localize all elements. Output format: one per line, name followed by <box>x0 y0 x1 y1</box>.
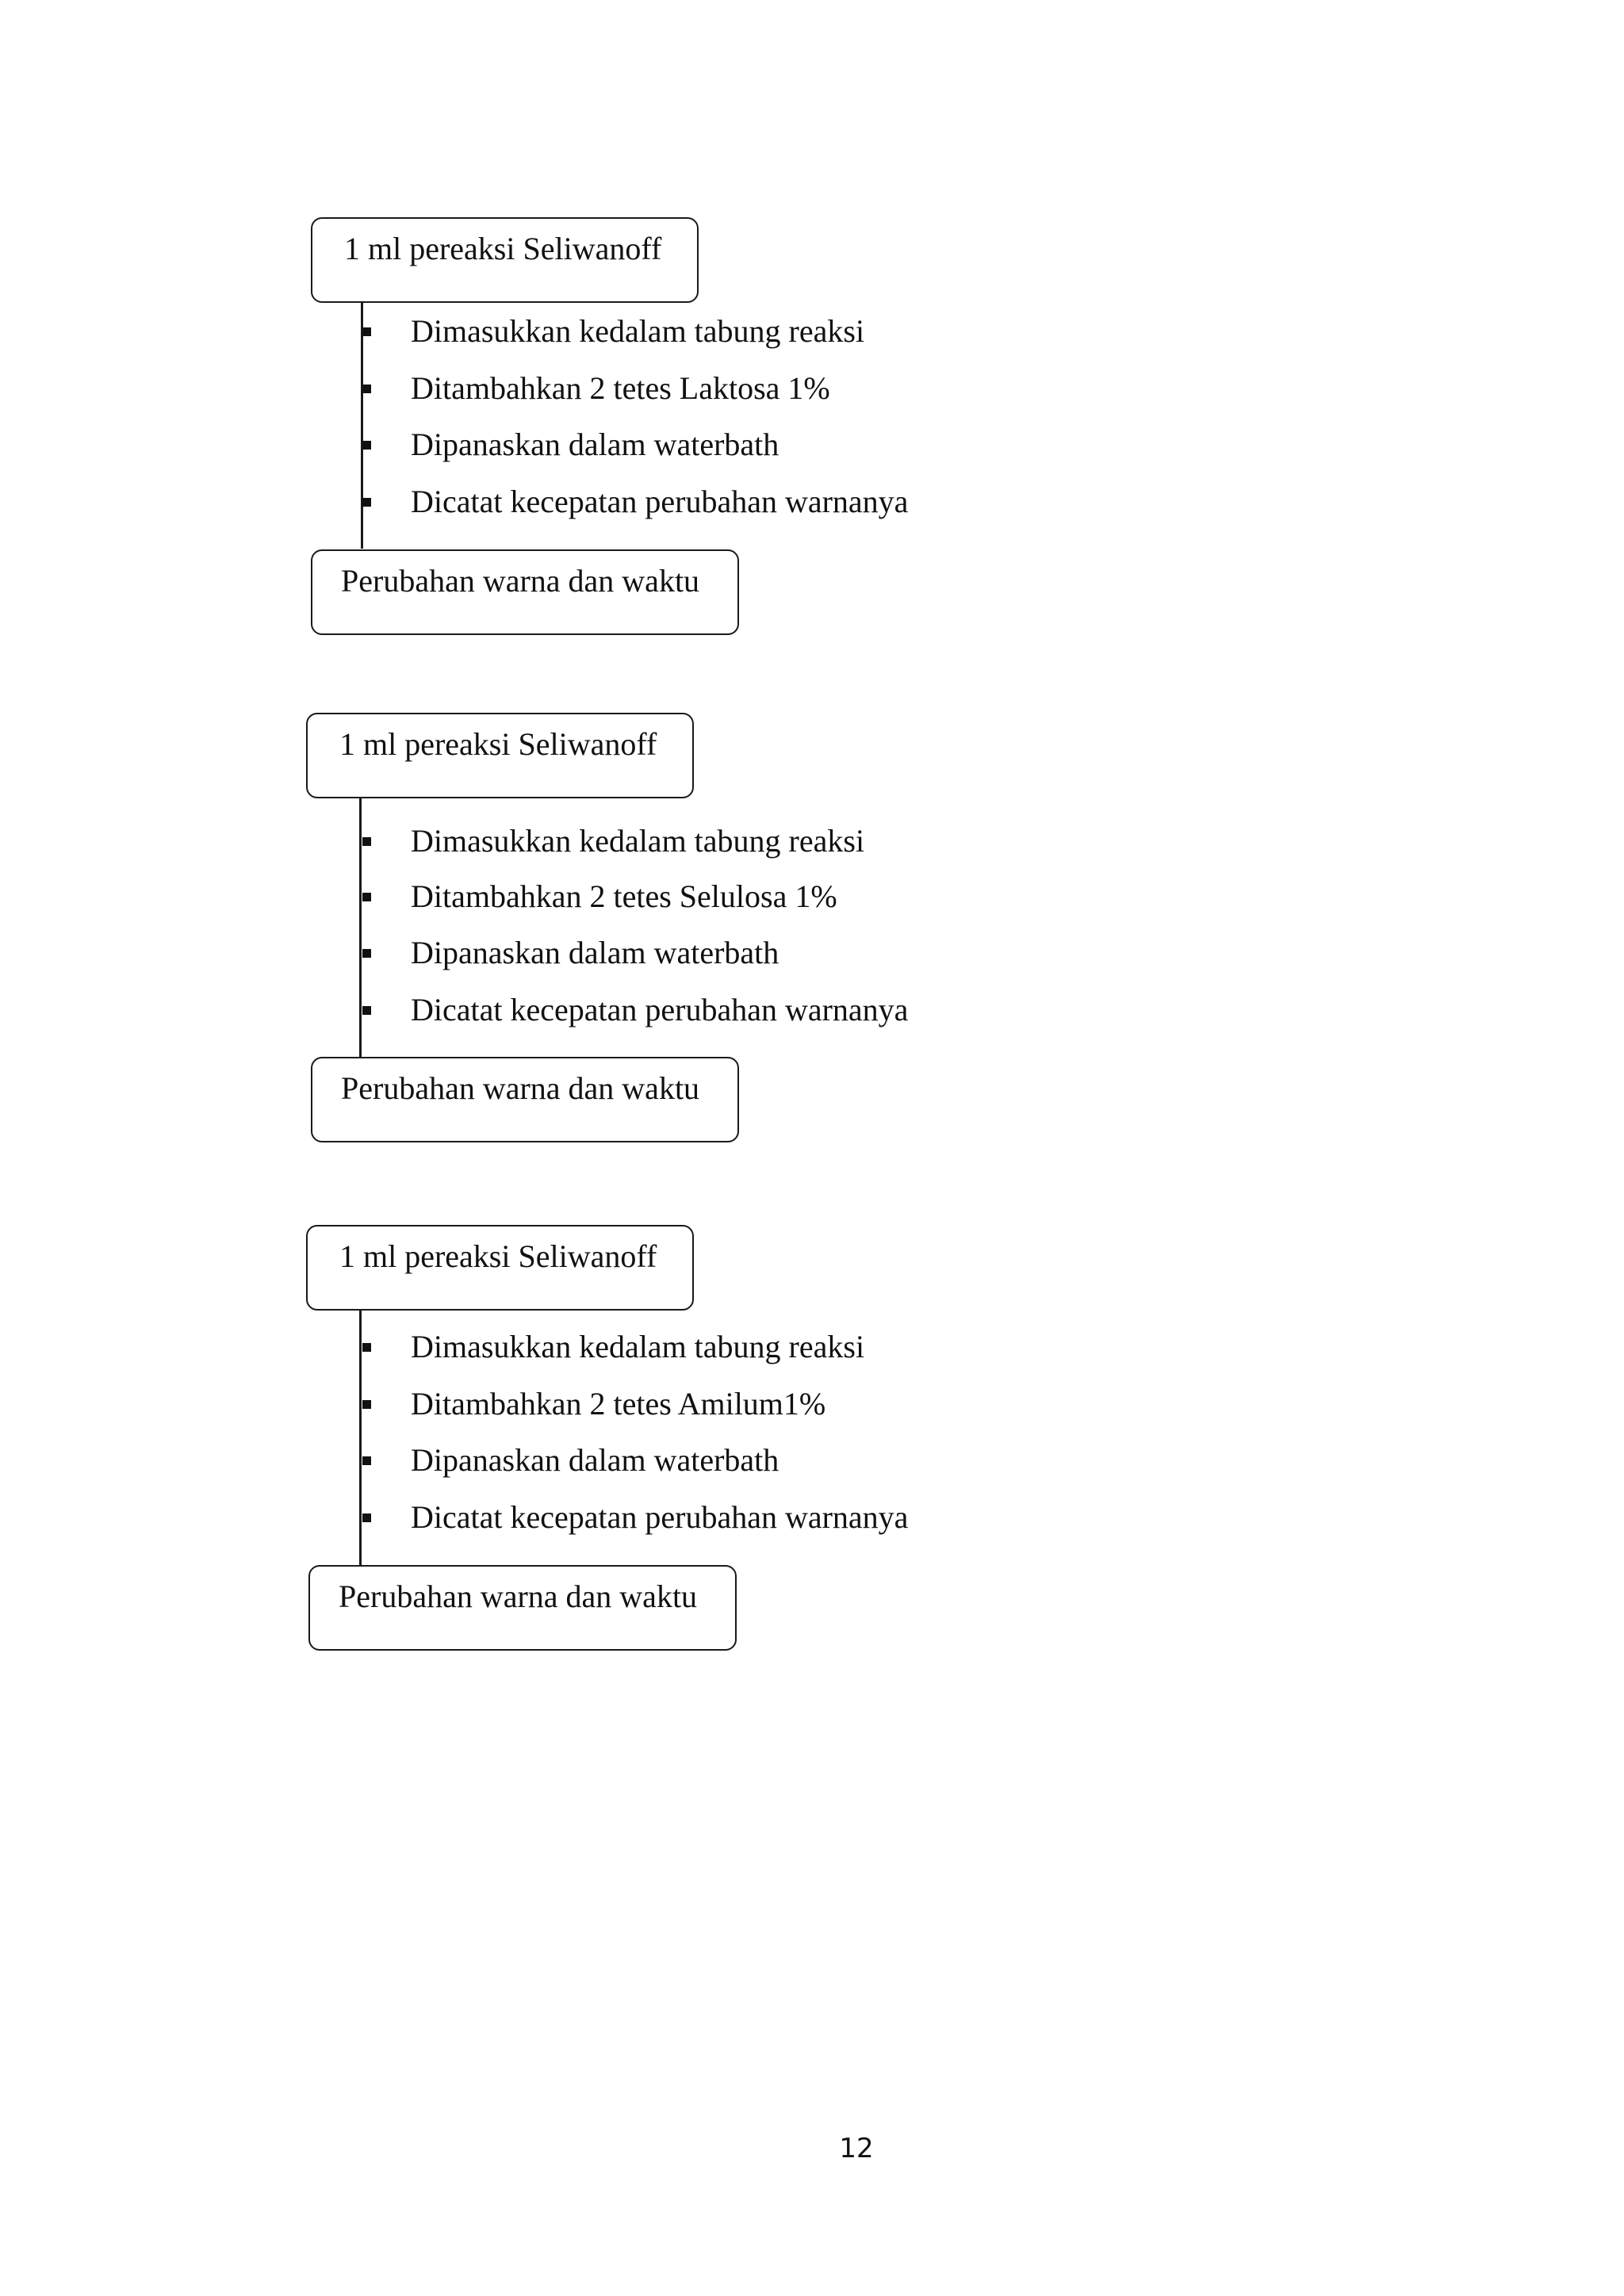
bullet-icon <box>362 441 371 450</box>
step-3: Dipanaskan dalam waterbath <box>411 1442 779 1478</box>
bullet-icon <box>362 1006 371 1015</box>
step-1: Dimasukkan kedalam tabung reaksi <box>411 1329 865 1364</box>
end-box <box>311 549 739 635</box>
step-2: Ditambahkan 2 tetes Laktosa 1% <box>411 370 830 406</box>
step-1: Dimasukkan kedalam tabung reaksi <box>411 313 865 349</box>
step-4: Dicatat kecepatan perubahan warnanya <box>411 484 909 519</box>
step-1: Dimasukkan kedalam tabung reaksi <box>411 823 865 859</box>
end-box-label: Perubahan warna dan waktu <box>339 1578 698 1614</box>
end-box-label: Perubahan warna dan waktu <box>341 563 700 599</box>
bullet-icon <box>362 1513 371 1522</box>
bullet-icon <box>362 327 371 336</box>
step-4: Dicatat kecepatan perubahan warnanya <box>411 1499 909 1535</box>
bullet-icon <box>362 1343 371 1352</box>
bullet-icon <box>362 1400 371 1409</box>
start-box <box>306 713 694 798</box>
bullet-icon <box>362 949 371 958</box>
end-box-label: Perubahan warna dan waktu <box>341 1070 700 1106</box>
end-box <box>308 1565 737 1651</box>
start-box-label: 1 ml pereaksi Seliwanoff <box>339 726 657 762</box>
step-3: Dipanaskan dalam waterbath <box>411 427 779 462</box>
step-3: Dipanaskan dalam waterbath <box>411 935 779 970</box>
flow-connector <box>359 1309 362 1567</box>
flow-connector <box>361 301 363 549</box>
flow-connector <box>359 797 362 1058</box>
bullet-icon <box>362 385 371 393</box>
bullet-icon <box>362 498 371 507</box>
bullet-icon <box>362 837 371 846</box>
start-box <box>311 217 699 303</box>
start-box-label: 1 ml pereaksi Seliwanoff <box>339 1238 657 1274</box>
step-4: Dicatat kecepatan perubahan warnanya <box>411 992 909 1027</box>
end-box <box>311 1057 739 1142</box>
start-box <box>306 1225 694 1311</box>
bullet-icon <box>362 893 371 901</box>
start-box-label: 1 ml pereaksi Seliwanoff <box>344 231 662 266</box>
bullet-icon <box>362 1456 371 1465</box>
step-2: Ditambahkan 2 tetes Selulosa 1% <box>411 878 837 914</box>
page-number: 12 <box>839 2133 874 2164</box>
step-2: Ditambahkan 2 tetes Amilum1% <box>411 1386 826 1422</box>
